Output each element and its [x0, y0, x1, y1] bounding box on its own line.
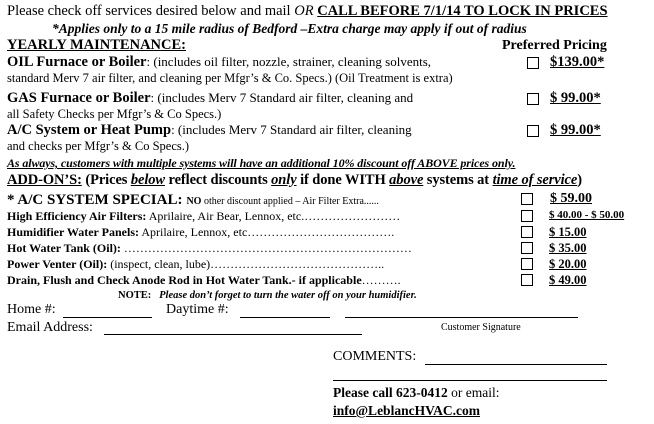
oil-furnace-desc-1: : (includes oil filter, nozzle, strainer, cleaning solvents, [146, 54, 432, 69]
home-phone-label: Home #: [7, 302, 56, 317]
email-address-label: Email Address: [7, 320, 93, 335]
call-or-email: or email: [447, 385, 500, 400]
customer-signature-label: Customer Signature [441, 322, 521, 333]
addons-text-5: ) [577, 172, 582, 188]
addon-row-power-venter [7, 257, 384, 272]
addon-drain-flush-checkbox[interactable] [521, 274, 533, 286]
ac-special-desc: other discount applied – Air Filter Extra...... [201, 196, 379, 207]
comments-label: COMMENTS: [333, 349, 417, 364]
addon-power-venter-desc: (inspect, clean, lube)…………………………………….. [107, 257, 385, 271]
ac-special-price: $ 59.00 [550, 191, 592, 206]
home-phone-field[interactable] [63, 317, 152, 318]
ac-special-label: * A/C SYSTEM SPECIAL: [7, 192, 183, 208]
header-call-deadline: CALL BEFORE 7/1/14 TO LOCK IN PRICES [317, 3, 608, 19]
addon-hot-water-tank-desc: ……………………………………………………………… [120, 241, 412, 255]
addon-power-venter-price: $ 20.00 [549, 257, 587, 271]
addon-humidifier-desc: Aprilaire, Lennox, etc………………………………. [139, 225, 395, 239]
addon-hot-water-tank-price: $ 35.00 [549, 241, 587, 255]
header-instruction: Please check off services desired below and mail [7, 3, 295, 19]
call-phone: Please call 623-0412 [333, 385, 448, 400]
ac-special-no: NO [186, 196, 202, 207]
addon-humidifier-checkbox[interactable] [521, 226, 533, 238]
addon-air-filters-desc: Aprilaire, Air Bear, Lennox, etc.…………………… [146, 209, 401, 223]
addon-row-humidifier [7, 225, 394, 240]
addon-power-venter-label: Power Venter (Oil): [7, 257, 108, 271]
addon-row-drain-flush [7, 273, 401, 288]
ac-system-desc-1: : (includes Merv 7 Standard air filter, cleaning [171, 122, 412, 137]
comments-field-line-2[interactable] [333, 380, 607, 381]
multi-system-discount-note: As always, customers with multiple systems will have an additional 10% discount off ABOVE prices only. [7, 156, 516, 170]
ac-system-price: $ 99.00* [550, 122, 601, 138]
addons-only: only [271, 172, 297, 188]
email-address-field[interactable] [104, 334, 362, 335]
addons-text-4: systems at [423, 172, 493, 188]
header-radius-note: *Applies only to a 15 mile radius of Bedford –Extra charge may apply if out of radius [52, 21, 527, 36]
addon-humidifier-price: $ 15.00 [549, 225, 587, 239]
gas-furnace-name: GAS Furnace or Boiler [7, 90, 151, 106]
gas-furnace-desc-2: all Safety Checks per Mfgr’s & Co Specs.) [7, 107, 222, 121]
gas-furnace-checkbox[interactable] [527, 93, 539, 105]
addon-drain-flush-label: Drain, Flush and Check Anode Rod in Hot Water Tank.- if applicable [7, 273, 362, 287]
comments-field-line-1[interactable] [425, 364, 607, 365]
addon-hot-water-tank-checkbox[interactable] [521, 242, 533, 254]
humidifier-note [118, 290, 417, 301]
addons-title: ADD-ON’S: [7, 172, 82, 188]
note-label: NOTE: [118, 290, 152, 301]
addons-text-3: if done WITH [296, 172, 390, 188]
yearly-maintenance-title: YEARLY MAINTENANCE: [7, 37, 186, 53]
addon-air-filters-label: High Efficiency Air Filters: [7, 209, 147, 223]
addons-below: below [130, 172, 165, 188]
oil-furnace-checkbox[interactable] [527, 57, 539, 69]
ac-special-row [7, 191, 379, 209]
oil-furnace-desc-2: standard Merv 7 air filter, and cleaning per Mfgr’s & Co. Specs.) (Oil Treatment is extra) [7, 71, 453, 85]
addon-drain-flush-desc: ………. [361, 273, 401, 287]
oil-furnace-row [7, 54, 431, 71]
ac-system-row [7, 122, 412, 139]
addons-above: above [389, 172, 424, 188]
gas-furnace-desc-1: : (includes Merv 7 Standard air filter, cleaning and [150, 90, 414, 105]
ac-system-desc-2: and checks per Mfgr’s & Co Specs.) [7, 139, 190, 153]
addons-time-of-service: time of service [492, 172, 578, 188]
note-text: Please don’t forget to turn the water off on your humidifier. [159, 290, 417, 301]
call-line [333, 385, 499, 401]
gas-furnace-price: $ 99.00* [550, 90, 601, 106]
header-line-1 [7, 3, 608, 20]
addon-humidifier-label: Humidifier Water Panels: [7, 225, 139, 239]
addon-hot-water-tank-label: Hot Water Tank (Oil): [7, 241, 121, 255]
oil-furnace-name: OIL Furnace or Boiler [7, 54, 147, 70]
daytime-phone-field[interactable] [240, 317, 330, 318]
addon-row-hot-water-tank [7, 241, 412, 256]
addon-air-filters-checkbox[interactable] [521, 210, 533, 222]
addons-header [7, 172, 582, 189]
preferred-pricing-label: Preferred Pricing [502, 38, 607, 53]
signature-field[interactable] [345, 317, 578, 318]
addon-power-venter-checkbox[interactable] [521, 258, 533, 270]
addon-row-air-filters [7, 209, 400, 224]
ac-system-checkbox[interactable] [527, 125, 539, 137]
daytime-phone-label: Daytime #: [166, 302, 229, 317]
gas-furnace-row [7, 90, 413, 107]
addons-text-2: reflect discounts [164, 172, 272, 188]
addon-drain-flush-price: $ 49.00 [549, 273, 587, 287]
addon-air-filters-price: $ 40.00 - $ 50.00 [549, 209, 625, 221]
contact-email-link[interactable]: info@LeblancHVAC.com [333, 403, 480, 418]
oil-furnace-price: $139.00* [550, 54, 605, 70]
ac-special-checkbox[interactable] [521, 193, 533, 205]
header-or: OR [294, 3, 314, 19]
ac-system-name: A/C System or Heat Pump [7, 122, 172, 138]
addons-text-1: (Prices [81, 172, 131, 188]
